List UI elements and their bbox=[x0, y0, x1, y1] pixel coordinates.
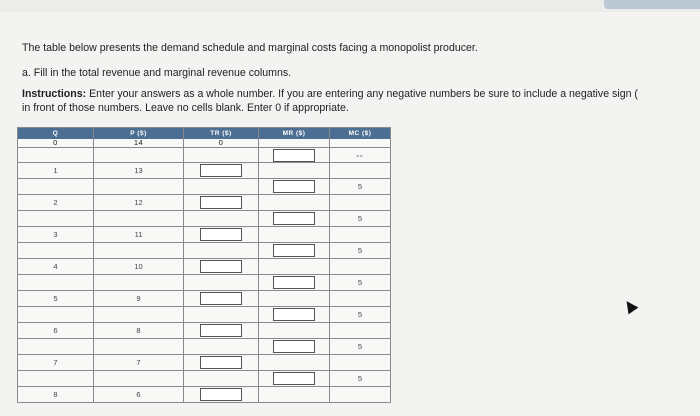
mouse-cursor-icon bbox=[622, 298, 639, 315]
toolbar-pill[interactable] bbox=[604, 0, 700, 9]
table-row-5: 5 9 bbox=[18, 291, 391, 307]
question-intro: The table below presents the demand schedule and marginal costs facing a monopolist producer. bbox=[22, 42, 478, 54]
tr-input-7[interactable] bbox=[200, 356, 242, 369]
table-row-4: 4 10 bbox=[18, 259, 391, 275]
mr-input-6[interactable] bbox=[273, 308, 315, 321]
table-row-6: 6 8 bbox=[18, 323, 391, 339]
instructions-line-1 bbox=[22, 88, 638, 100]
table-row-4b: 5 bbox=[18, 275, 391, 291]
table-row-6b: 5 bbox=[18, 339, 391, 355]
table-row-7: 7 7 bbox=[18, 355, 391, 371]
question-part-a: a. Fill in the total revenue and marginal revenue columns. bbox=[22, 67, 292, 79]
table-row-5b: 5 bbox=[18, 307, 391, 323]
table-row-0b bbox=[18, 148, 391, 163]
table-row-8: 8 6 bbox=[18, 387, 391, 403]
instructions-text-1: Enter your answers as a whole number. If you are entering any negative numbers be sure to include a negative sign ( bbox=[89, 88, 638, 100]
mr-input-8[interactable] bbox=[273, 372, 315, 385]
tr-input-5[interactable] bbox=[200, 292, 242, 305]
mr-input-4[interactable] bbox=[273, 244, 315, 257]
table-row-7b: 5 bbox=[18, 371, 391, 387]
table-header-row bbox=[18, 128, 391, 148]
header-mr: MR ($) bbox=[259, 128, 330, 148]
tr-input-6[interactable] bbox=[200, 324, 242, 337]
tr-input-8[interactable] bbox=[200, 388, 242, 401]
q-0: 0 bbox=[18, 139, 93, 147]
tr-input-3[interactable] bbox=[200, 228, 242, 241]
p-0: 14 bbox=[94, 139, 183, 147]
instructions-label: Instructions: bbox=[22, 88, 87, 100]
table-row-1b: 5 bbox=[18, 179, 391, 195]
tr-input-2[interactable] bbox=[200, 196, 242, 209]
mr-input-3[interactable] bbox=[273, 212, 315, 225]
mr-input-5[interactable] bbox=[273, 276, 315, 289]
monopolist-table bbox=[17, 127, 391, 403]
table-row-2b: 5 bbox=[18, 211, 391, 227]
header-tr: TR ($) 0 bbox=[184, 128, 259, 148]
header-p: P ($) 14 bbox=[94, 128, 184, 148]
tr-input-4[interactable] bbox=[200, 260, 242, 273]
mc-0: -- bbox=[330, 148, 391, 163]
table-row-1: 1 13 bbox=[18, 163, 391, 179]
header-mc: MC ($) bbox=[330, 128, 391, 148]
header-q: Q 0 bbox=[18, 128, 94, 148]
tr-input-1[interactable] bbox=[200, 164, 242, 177]
mr-input-1[interactable] bbox=[273, 149, 315, 162]
table-row-2: 2 12 bbox=[18, 195, 391, 211]
table-row-3b: 5 bbox=[18, 243, 391, 259]
mr-input-2[interactable] bbox=[273, 180, 315, 193]
top-strip bbox=[0, 0, 700, 12]
instructions-line-2: in front of those numbers. Leave no cells blank. Enter 0 if appropriate. bbox=[22, 102, 349, 114]
table-row-3: 3 11 bbox=[18, 227, 391, 243]
tr-0: 0 bbox=[184, 139, 258, 147]
mr-input-7[interactable] bbox=[273, 340, 315, 353]
